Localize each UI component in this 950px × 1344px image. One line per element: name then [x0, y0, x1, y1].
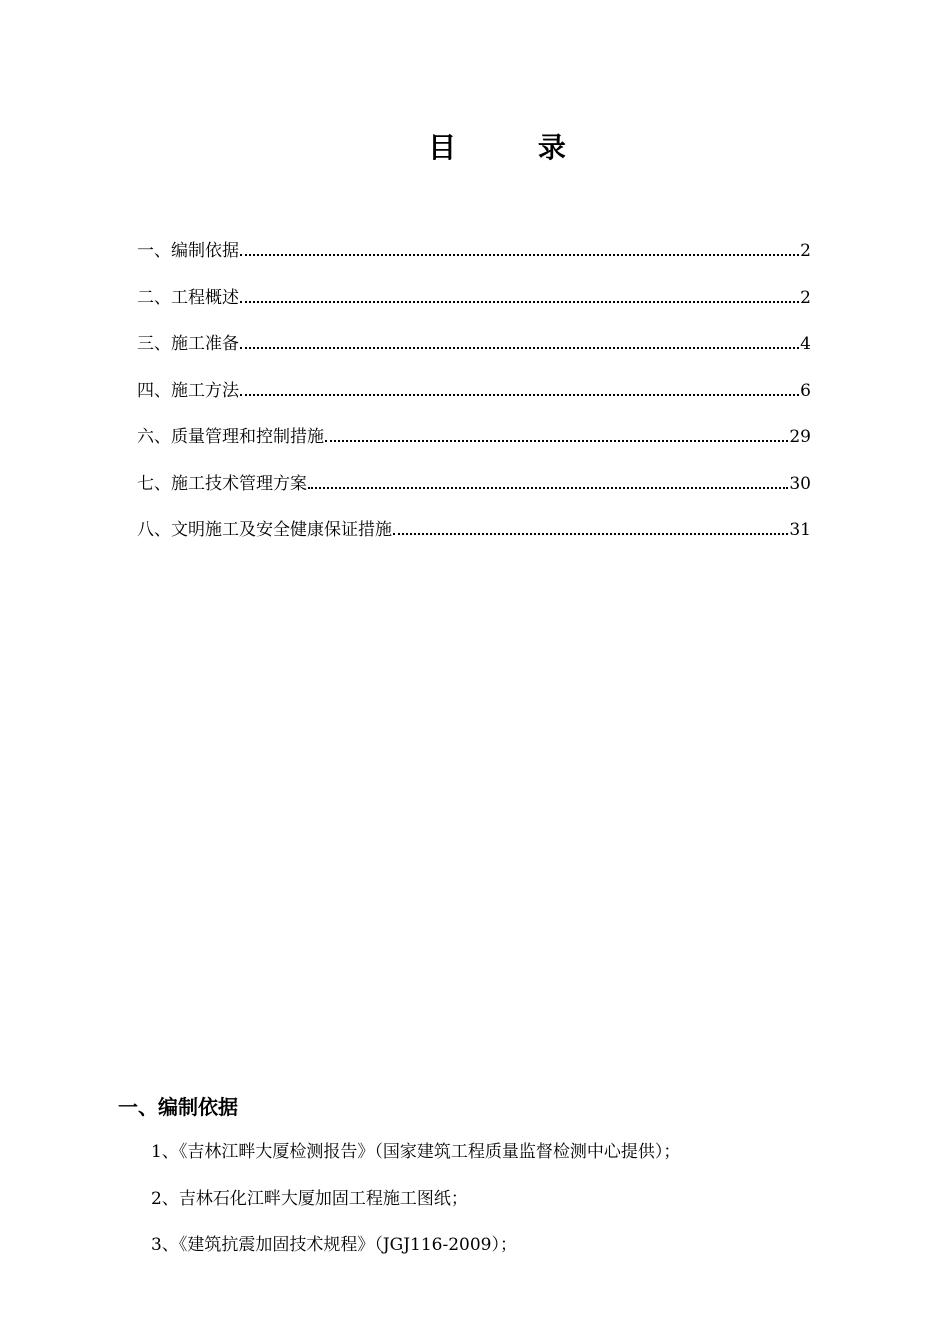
toc-entry-shigong-fangfa[interactable]	[137, 376, 811, 423]
toc-entry-label: 四、施工方法	[137, 380, 239, 401]
toc-title: 目 录	[428, 131, 602, 164]
toc-entry-zhiliang-guanli[interactable]	[137, 422, 811, 469]
toc-dot-leader	[240, 393, 799, 396]
toc-entry-page-number: 29	[789, 427, 811, 447]
toc-entry-page-number: 30	[789, 473, 811, 494]
toc-dot-leader	[240, 300, 799, 303]
toc-dot-leader	[308, 486, 788, 489]
table-of-contents	[137, 236, 811, 562]
toc-entry-bianzhi-yiju[interactable]	[137, 236, 811, 283]
toc-dot-leader	[325, 439, 788, 442]
toc-dot-leader	[240, 346, 799, 349]
toc-entry-page-number: 2	[800, 241, 811, 261]
toc-entry-page-number: 31	[789, 520, 811, 540]
toc-entry-page-number: 6	[800, 380, 811, 401]
toc-dot-leader	[393, 532, 788, 535]
toc-entry-shigong-zhunbei[interactable]	[137, 329, 811, 376]
toc-entry-label: 一、编制依据	[137, 241, 239, 261]
toc-entry-label: 六、质量管理和控制措施	[137, 427, 324, 447]
section-heading: 一、编制依据	[118, 1095, 238, 1119]
list-item: 2、吉林石化江畔大厦加固工程施工图纸；	[151, 1188, 468, 1209]
list-item: 3、《建筑抗震加固技术规程》（JGJ116-2009）；	[151, 1235, 517, 1255]
compilation-basis-list	[151, 1136, 831, 1276]
toc-entry-wenming-shigong[interactable]	[137, 515, 811, 562]
list-item: 1、《吉林江畔大厦检测报告》（国家建筑工程质量监督检测中心提供）；	[151, 1142, 681, 1162]
toc-entry-label: 七、施工技术管理方案	[137, 473, 307, 494]
toc-dot-leader	[240, 253, 799, 256]
toc-entry-jishu-guanli[interactable]	[137, 469, 811, 516]
toc-entry-label: 三、施工准备	[137, 334, 239, 354]
toc-entry-label: 八、文明施工及安全健康保证措施	[137, 520, 392, 540]
toc-entry-page-number: 4	[800, 334, 811, 354]
toc-entry-label: 二、工程概述	[137, 287, 239, 308]
toc-entry-gongcheng-gaishu[interactable]	[137, 283, 811, 330]
toc-entry-page-number: 2	[800, 287, 811, 308]
